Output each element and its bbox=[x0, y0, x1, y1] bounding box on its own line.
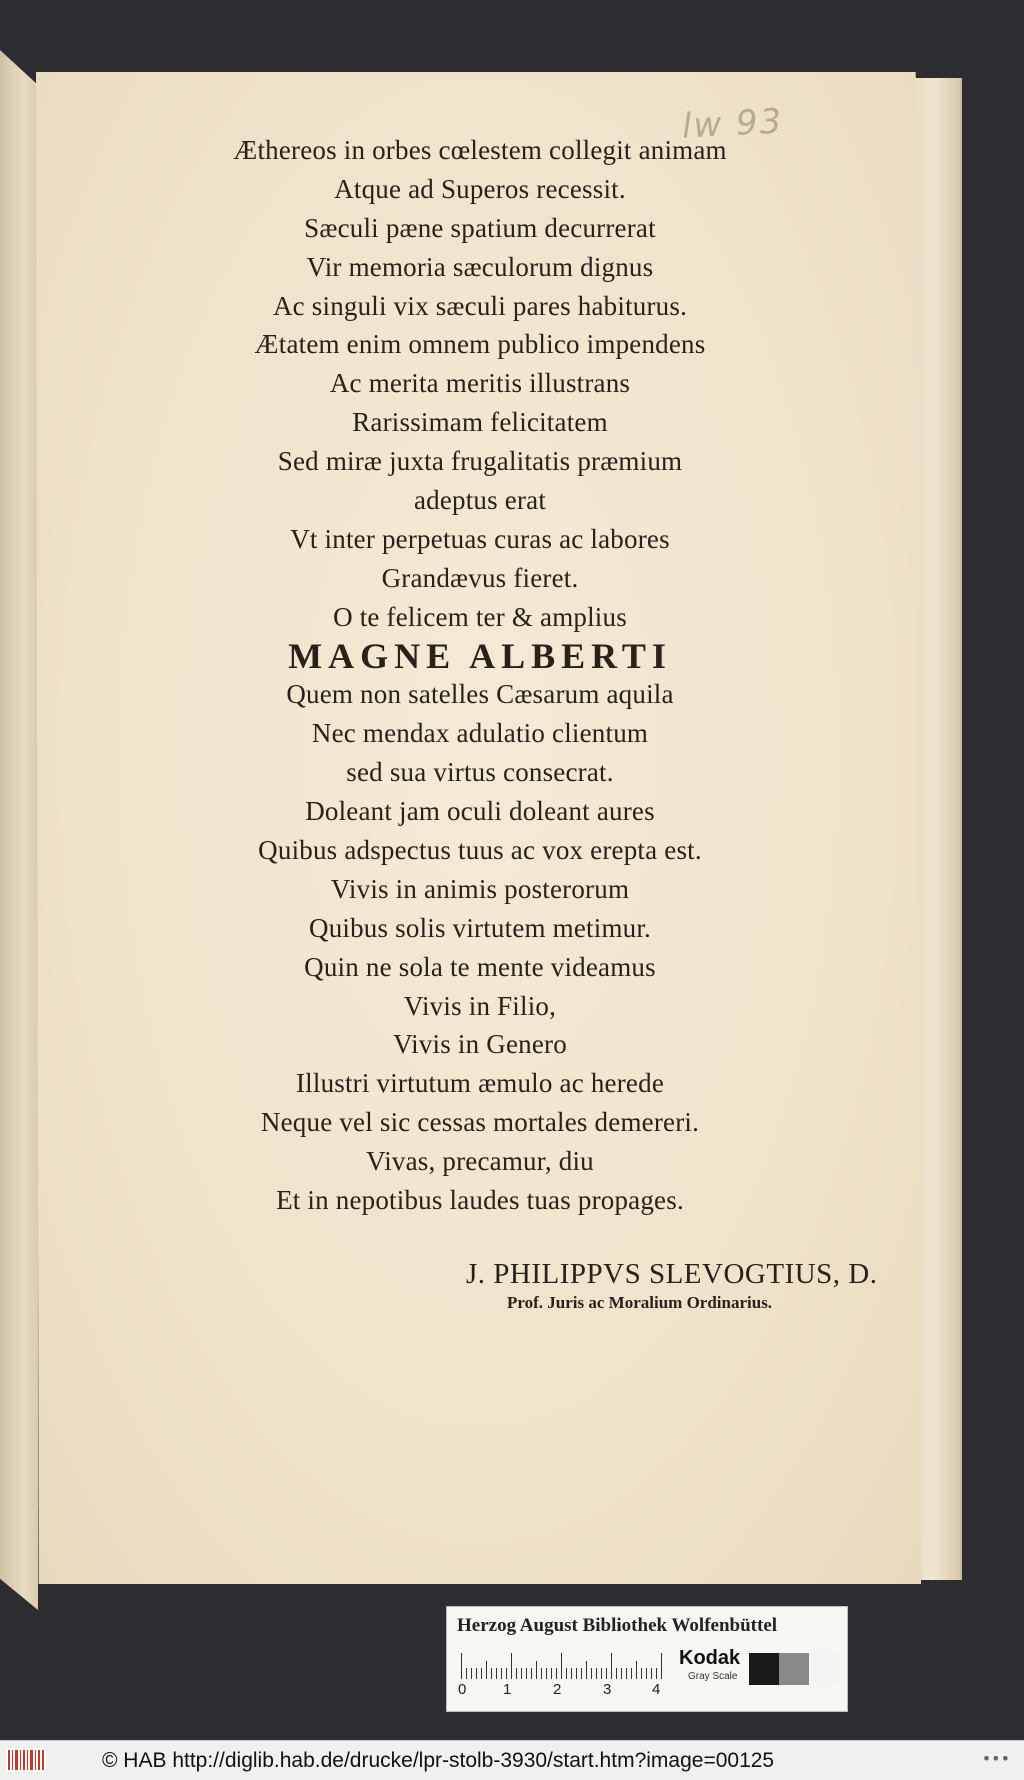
measurement-ruler bbox=[457, 1651, 667, 1679]
ruler-tick bbox=[471, 1668, 472, 1679]
poem-line: Sæculi pæne spatium decurrerat bbox=[304, 212, 656, 243]
ruler-tick bbox=[601, 1668, 602, 1679]
ruler-tick bbox=[461, 1653, 462, 1679]
ruler-number: 1 bbox=[503, 1681, 512, 1698]
ruler-tick bbox=[501, 1668, 502, 1679]
ruler-tick bbox=[551, 1668, 552, 1679]
poem-text bbox=[180, 131, 780, 1220]
ruler-tick bbox=[531, 1668, 532, 1679]
ruler-tick bbox=[486, 1661, 487, 1679]
ruler-tick bbox=[496, 1668, 497, 1679]
poem-line: Sed miræ juxta frugalitatis præmium bbox=[277, 446, 683, 477]
ruler-tick bbox=[566, 1668, 567, 1679]
poem-line: O te felicem ter & amplius bbox=[333, 601, 627, 632]
poem-line: Vt inter perpetuas curas ac labores bbox=[290, 523, 670, 554]
poem-line: Quem non satelles Cæsarum aquila bbox=[286, 679, 674, 710]
ruler-tick bbox=[536, 1661, 537, 1679]
ruler-tick bbox=[606, 1668, 607, 1679]
adjacent-page-edge bbox=[0, 50, 38, 1610]
ruler-tick bbox=[611, 1653, 612, 1679]
ruler-tick bbox=[506, 1668, 507, 1679]
library-name: Herzog August Bibliothek Wolfenbüttel bbox=[457, 1615, 778, 1636]
ruler-tick bbox=[581, 1668, 582, 1679]
ruler-number: 4 bbox=[652, 1681, 661, 1698]
poem-line: Vivis in Genero bbox=[393, 1029, 567, 1060]
status-bar bbox=[0, 1740, 1024, 1780]
ruler-tick bbox=[491, 1668, 492, 1679]
ruler-tick bbox=[586, 1661, 587, 1679]
ruler-tick bbox=[576, 1668, 577, 1679]
kodak-logo: Kodak bbox=[679, 1647, 741, 1669]
poem-line: Ætatem enim omnem publico impendens bbox=[254, 329, 706, 360]
ruler-tick bbox=[556, 1668, 557, 1679]
poem-line: Vir memoria sæculorum dignus bbox=[306, 251, 654, 282]
poem-line: Vivas, precamur, diu bbox=[366, 1146, 594, 1177]
ruler-tick bbox=[646, 1668, 647, 1679]
ruler-tick bbox=[571, 1668, 572, 1679]
signature-title: Prof. Juris ac Moralium Ordinarius. bbox=[507, 1293, 773, 1312]
ruler-tick bbox=[641, 1668, 642, 1679]
poem-line: Vivis in animis posterorum bbox=[330, 873, 630, 904]
barcode-icon bbox=[6, 1748, 46, 1772]
ruler-tick bbox=[561, 1653, 562, 1679]
signature-name: J. PHILIPPVS SLEVOGTIUS, D. bbox=[466, 1258, 878, 1290]
poem-line: Neque vel sic cessas mortales demereri. bbox=[260, 1107, 700, 1138]
ruler-tick bbox=[521, 1668, 522, 1679]
more-icon[interactable]: ••• bbox=[981, 1749, 1010, 1768]
poem-line: adeptus erat bbox=[413, 485, 547, 516]
poem-line: MAGNE ALBERTI bbox=[288, 635, 672, 676]
poem-line: Et in nepotibus laudes tuas propages. bbox=[276, 1185, 684, 1216]
ruler-tick bbox=[656, 1668, 657, 1679]
poem-line: Grandævus fieret. bbox=[381, 562, 579, 593]
copyright-url-text[interactable]: © HAB http://diglib.hab.de/drucke/lpr-stolb-3930/start.htm?image=00125 bbox=[102, 1749, 775, 1772]
poem-line: Ac merita meritis illustrans bbox=[329, 368, 631, 399]
ruler-tick bbox=[626, 1668, 627, 1679]
ruler-tick bbox=[591, 1668, 592, 1679]
ruler-tick bbox=[596, 1668, 597, 1679]
handwritten-shelfmark: lw 93 bbox=[681, 101, 785, 147]
ruler-number: 0 bbox=[458, 1681, 467, 1698]
gray-patch-dark bbox=[749, 1653, 779, 1685]
ruler-tick bbox=[476, 1668, 477, 1679]
poem-line: Illustri virtutum æmulo ac herede bbox=[295, 1068, 664, 1099]
ruler-tick bbox=[546, 1668, 547, 1679]
ruler-tick bbox=[661, 1653, 662, 1679]
ruler-tick bbox=[541, 1668, 542, 1679]
poem-line: Quin ne sola te mente videamus bbox=[304, 951, 656, 982]
signature-block bbox=[466, 1258, 878, 1313]
color-target-card bbox=[446, 1606, 848, 1712]
ruler-tick bbox=[516, 1668, 517, 1679]
ruler-tick bbox=[526, 1668, 527, 1679]
ruler-tick bbox=[466, 1668, 467, 1679]
ruler-tick bbox=[651, 1668, 652, 1679]
ruler-tick bbox=[631, 1668, 632, 1679]
poem-line: Nec mendax adulatio clientum bbox=[311, 718, 649, 749]
ruler-tick bbox=[621, 1668, 622, 1679]
ruler-tick bbox=[481, 1668, 482, 1679]
poem-line: Ac singuli vix sæculi pares habiturus. bbox=[272, 290, 688, 321]
ruler-tick bbox=[636, 1661, 637, 1679]
poem-line: Æthereos in orbes cœlestem collegit animam bbox=[233, 135, 727, 165]
ruler-tick bbox=[616, 1668, 617, 1679]
ruler-tick bbox=[511, 1653, 512, 1679]
ruler-number: 2 bbox=[553, 1681, 562, 1698]
poem-line: Quibus solis virtutem metimur. bbox=[309, 912, 651, 943]
grayscale-label: Gray Scale bbox=[688, 1671, 738, 1682]
poem-line: Atque ad Superos recessit. bbox=[334, 173, 626, 204]
poem-line: Rarissimam felicitatem bbox=[352, 407, 608, 438]
gray-patch-light bbox=[809, 1653, 837, 1685]
gray-patch-mid bbox=[779, 1653, 809, 1685]
poem-line: Quibus adspectus tuus ac vox erepta est. bbox=[258, 835, 702, 866]
ruler-number: 3 bbox=[603, 1681, 612, 1698]
poem-line: sed sua virtus consecrat. bbox=[346, 757, 614, 788]
poem-line: Vivis in Filio, bbox=[403, 990, 557, 1021]
poem-line: Doleant jam oculi doleant aures bbox=[305, 796, 655, 827]
